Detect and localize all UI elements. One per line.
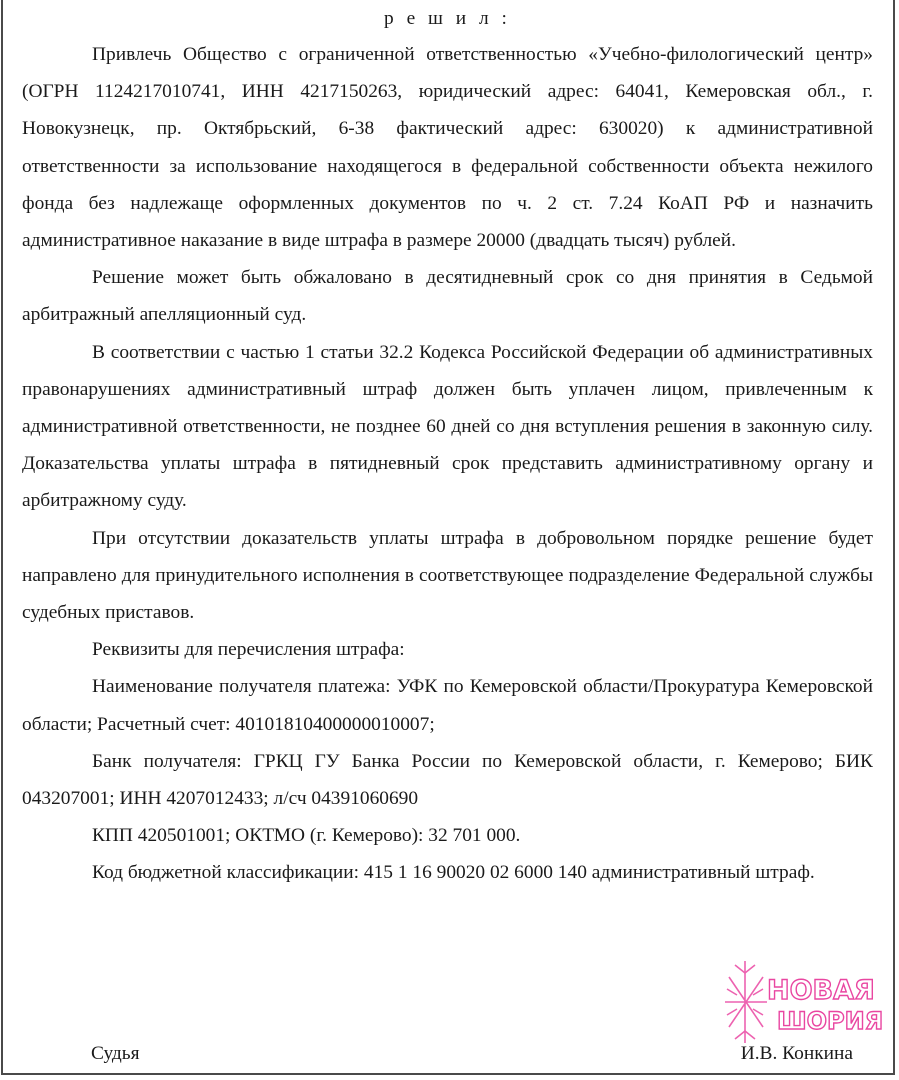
signature-name: И.В. Конкина: [740, 1043, 853, 1064]
paragraph-recipient: Наименование получателя платежа: УФК по Кемеровской области/Прокуратура Кемеровской области; Расчетный счет: 40101810400000010007;: [22, 676, 873, 735]
paragraph-decision: Привлечь Общество с ограниченной ответственностью «Учебно-филологический центр» (ОГРН 1124217010741, ИНН 4217150263, юридический адрес: 64041, Кемеровская обл., г. Новокузнецк, пр. Октябрьский, 6-38 фактический адрес: 630020) к административной ответственности за использование находящегося в федеральной собственности объекта нежилого фонда без надлежаще оформленных документов по ч. 2 ст. 7.24 КоАП РФ и назначить административное наказание в виде штрафа в размере 20000 (двадцать тысяч) рублей.: [22, 44, 873, 252]
paragraph-payment-deadline: В соответствии с частью 1 статьи 32.2 Кодекса Российской Федерации об административных правонарушениях административный штраф должен быть уплачен лицом, привлеченным к административной ответственности, не позднее 60 дней со дня вступления решения в законную силу. Доказательства уплаты штрафа в пятидневный срок представить административному органу и арбитражному суду.: [22, 341, 873, 512]
watermark-logo: [723, 955, 893, 1047]
document-body: [22, 0, 873, 892]
paragraph-enforcement: При отсутствии доказательств уплаты штрафа в добровольном порядке решение будет направлено для принудительного исполнения в соответствующее подразделение Федеральной службы судебных приставов.: [22, 527, 873, 624]
signature-role: Судья: [91, 1043, 140, 1064]
document-page: [1, 0, 895, 1075]
paragraph-requisites-title: Реквизиты для перечисления штрафа:: [92, 639, 405, 661]
document-heading: р е ш и л :: [384, 8, 511, 29]
watermark-line-1: НОВАЯ: [767, 975, 875, 1006]
paragraph-appeal: Решение может быть обжаловано в десятидневный срок со дня принятия в Седьмой арбитражный апелляционный суд.: [22, 267, 873, 326]
watermark-line-2: ШОРИЯ: [777, 1007, 884, 1035]
paragraph-kbk: Код бюджетной классификации: 415 1 16 90020 02 6000 140 административный штраф.: [92, 862, 815, 884]
paragraph-bank: Банк получателя: ГРКЦ ГУ Банка России по Кемеровской области, г. Кемерово; БИК 043207001; ИНН 4207012433; л/сч 04391060690: [22, 750, 873, 810]
paragraph-kpp-oktmo: КПП 420501001; ОКТМО (г. Кемерово): 32 701 000.: [92, 825, 521, 847]
